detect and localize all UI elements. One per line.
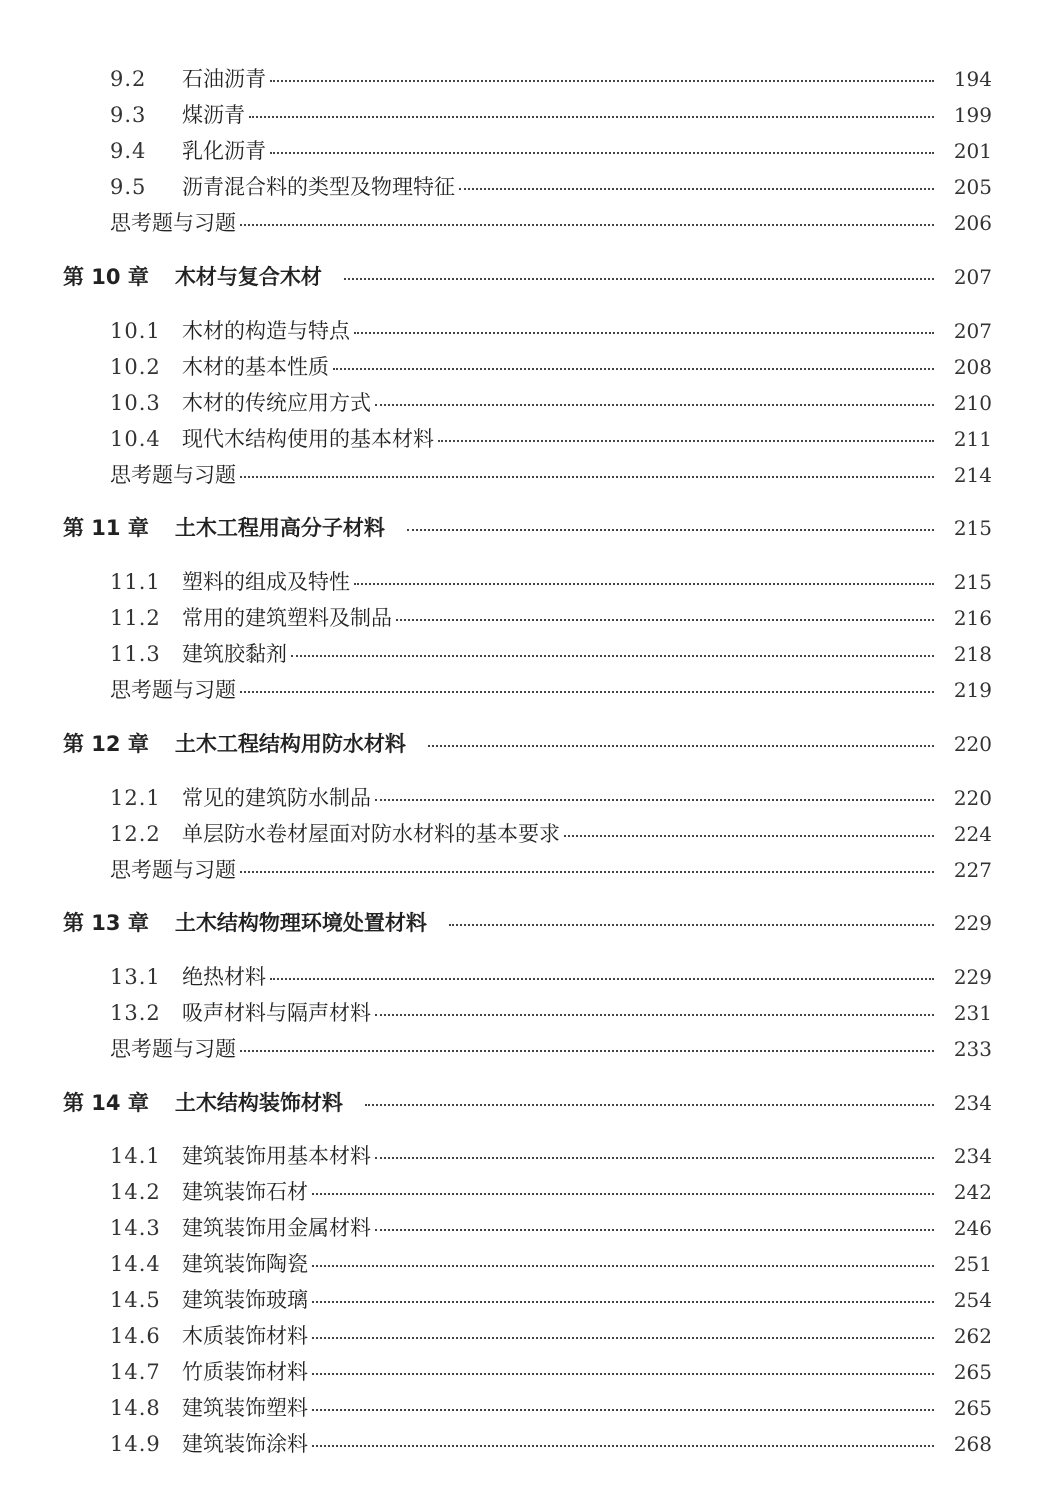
page-number: 234 (953, 1091, 992, 1115)
toc-review-row[interactable] (0, 206, 1044, 240)
page-number: 251 (953, 1252, 992, 1276)
page-number: 242 (953, 1180, 992, 1204)
toc-section-row[interactable] (0, 350, 1044, 384)
toc-section-row[interactable] (0, 601, 1044, 635)
chapter-title: 土木工程用高分子材料 (174, 516, 385, 540)
dot-leader (270, 978, 934, 980)
toc-chapter-row[interactable] (0, 727, 1044, 761)
toc-entry-label (0, 1139, 942, 1173)
dot-leader (312, 1193, 934, 1195)
section-title: 木材的构造与特点 (182, 319, 350, 343)
dot-leader (249, 116, 934, 118)
page-number: 233 (953, 1037, 992, 1061)
section-number: 11.2 (110, 606, 161, 630)
toc-section-row[interactable] (0, 422, 1044, 456)
section-title: 常见的建筑防水制品 (182, 786, 371, 810)
toc-entry-label (0, 350, 942, 384)
toc-entry-label (0, 170, 942, 204)
dot-leader (270, 80, 934, 82)
page-number: 224 (953, 822, 992, 846)
section-title: 石油沥青 (182, 67, 266, 91)
dot-leader (240, 691, 934, 693)
page-number: 265 (953, 1360, 992, 1384)
section-number: 14.5 (110, 1288, 161, 1312)
dot-leader (375, 404, 934, 406)
toc-section-row[interactable] (0, 1247, 1044, 1281)
section-title: 常用的建筑塑料及制品 (182, 606, 392, 630)
section-number: 14.6 (110, 1324, 161, 1348)
toc-chapter-row[interactable] (0, 260, 1044, 294)
dot-leader (240, 1050, 934, 1052)
toc-section-row[interactable] (0, 1139, 1044, 1173)
dot-leader (375, 799, 934, 801)
page-number: 254 (953, 1288, 992, 1312)
toc-section-row[interactable] (0, 781, 1044, 815)
section-number: 14.4 (110, 1252, 161, 1276)
toc-section-row[interactable] (0, 817, 1044, 851)
toc-entry-label (0, 673, 942, 707)
toc-entry-label (0, 996, 942, 1030)
dot-leader (333, 368, 934, 370)
toc-entry-label (0, 1175, 942, 1209)
toc-chapter-row[interactable] (0, 511, 1044, 545)
page-number: 205 (953, 175, 992, 199)
section-number: 9.2 (110, 67, 147, 91)
page-number: 219 (953, 678, 992, 702)
section-number: 10.3 (110, 391, 161, 415)
chapter-number: 第 13 章 (63, 911, 149, 935)
section-title: 建筑胶黏剂 (182, 642, 287, 666)
section-number: 14.2 (110, 1180, 161, 1204)
section-title: 思考题与习题 (110, 678, 236, 702)
page-number: 207 (953, 265, 992, 289)
toc-section-row[interactable] (0, 98, 1044, 132)
toc-entry-label (0, 1211, 942, 1245)
toc-entry-label (0, 260, 942, 294)
toc-section-row[interactable] (0, 1211, 1044, 1245)
toc-entry-label (0, 565, 942, 599)
dot-leader (312, 1445, 934, 1447)
section-title: 建筑装饰涂料 (182, 1432, 308, 1456)
dot-leader (312, 1265, 934, 1267)
toc-entry-label (0, 1086, 942, 1120)
dot-leader (270, 152, 934, 154)
toc-entry-label (0, 781, 942, 815)
dot-leader (449, 924, 934, 926)
page-number: 199 (953, 103, 992, 127)
dot-leader (312, 1337, 934, 1339)
section-title: 单层防水卷材屋面对防水材料的基本要求 (182, 822, 560, 846)
dot-leader (291, 655, 934, 657)
section-title: 建筑装饰玻璃 (182, 1288, 308, 1312)
section-title: 思考题与习题 (110, 858, 236, 882)
page-number: 265 (953, 1396, 992, 1420)
toc-review-row[interactable] (0, 673, 1044, 707)
toc-entry-label (0, 906, 942, 940)
page-number: 231 (953, 1001, 992, 1025)
page-number: 210 (953, 391, 992, 415)
chapter-title: 木材与复合木材 (174, 265, 322, 289)
section-title: 思考题与习题 (110, 1037, 236, 1061)
toc-entry-label (0, 727, 942, 761)
toc-section-row[interactable] (0, 62, 1044, 96)
page-number: 214 (953, 463, 992, 487)
section-title: 建筑装饰陶瓷 (182, 1252, 308, 1276)
section-number: 9.3 (110, 103, 147, 127)
toc-section-row[interactable] (0, 1175, 1044, 1209)
toc-chapter-row[interactable] (0, 906, 1044, 940)
toc-review-row[interactable] (0, 1032, 1044, 1066)
page-number: 227 (953, 858, 992, 882)
section-number: 14.3 (110, 1216, 161, 1240)
section-number: 9.5 (110, 175, 147, 199)
toc-entry-label (0, 601, 942, 635)
page-number: 229 (953, 911, 992, 935)
page-number: 234 (953, 1144, 992, 1168)
toc-section-row[interactable] (0, 314, 1044, 348)
page-number: 262 (953, 1324, 992, 1348)
dot-leader (312, 1301, 934, 1303)
page-number: 268 (953, 1432, 992, 1456)
page-number: 208 (953, 355, 992, 379)
toc-review-row[interactable] (0, 853, 1044, 887)
page-number: 211 (953, 427, 992, 451)
section-title: 建筑装饰用金属材料 (182, 1216, 371, 1240)
toc-section-row[interactable] (0, 386, 1044, 420)
toc-entry-label (0, 422, 942, 456)
section-number: 9.4 (110, 139, 147, 163)
page-number: 194 (953, 67, 992, 91)
toc-entry-label (0, 134, 942, 168)
section-title: 沥青混合料的类型及物理特征 (182, 175, 455, 199)
toc-section-row[interactable] (0, 1319, 1044, 1353)
toc-entry-label (0, 62, 942, 96)
toc-section-row[interactable] (0, 637, 1044, 671)
dot-leader (240, 871, 934, 873)
dot-leader (459, 188, 934, 190)
toc-section-row[interactable] (0, 996, 1044, 1030)
toc-review-row[interactable] (0, 458, 1044, 492)
page-number: 206 (953, 211, 992, 235)
section-title: 建筑装饰石材 (182, 1180, 308, 1204)
toc-entry-label (0, 458, 942, 492)
dot-leader (375, 1014, 934, 1016)
toc-section-row[interactable] (0, 1355, 1044, 1389)
section-number: 10.4 (110, 427, 161, 451)
section-number: 13.2 (110, 1001, 161, 1025)
dot-leader (396, 619, 934, 621)
page-number: 229 (953, 965, 992, 989)
toc-entry-label (0, 386, 942, 420)
dot-leader (240, 224, 934, 226)
dot-leader (375, 1229, 934, 1231)
toc-entry-label (0, 1391, 942, 1425)
toc-section-row[interactable] (0, 565, 1044, 599)
chapter-title: 土木结构装饰材料 (174, 1091, 343, 1115)
dot-leader (365, 1104, 934, 1106)
toc-entry-label (0, 1427, 942, 1461)
toc-section-row[interactable] (0, 1391, 1044, 1425)
page-number: 201 (953, 139, 992, 163)
dot-leader (312, 1373, 934, 1375)
chapter-title: 土木工程结构用防水材料 (174, 732, 406, 756)
chapter-number: 第 10 章 (63, 265, 149, 289)
page-number: 220 (953, 732, 992, 756)
page-number: 207 (953, 319, 992, 343)
toc-entry-label (0, 206, 942, 240)
toc-entry-label (0, 1355, 942, 1389)
dot-leader (354, 583, 934, 585)
chapter-number: 第 11 章 (63, 516, 149, 540)
chapter-number: 第 14 章 (63, 1091, 149, 1115)
section-number: 12.2 (110, 822, 161, 846)
toc-entry-label (0, 1283, 942, 1317)
section-title: 木材的基本性质 (182, 355, 329, 379)
toc-entry-label (0, 511, 942, 545)
section-title: 塑料的组成及特性 (182, 570, 350, 594)
section-number: 14.1 (110, 1144, 161, 1168)
section-title: 现代木结构使用的基本材料 (182, 427, 434, 451)
section-title: 建筑装饰用基本材料 (182, 1144, 371, 1168)
page-number: 215 (953, 570, 992, 594)
section-number: 11.3 (110, 642, 161, 666)
dot-leader (312, 1409, 934, 1411)
section-number: 10.2 (110, 355, 161, 379)
toc-entry-label (0, 98, 942, 132)
section-title: 吸声材料与隔声材料 (182, 1001, 371, 1025)
toc-chapter-row[interactable] (0, 1086, 1044, 1120)
section-number: 14.7 (110, 1360, 161, 1384)
toc-entry-label (0, 960, 942, 994)
section-title: 煤沥青 (182, 103, 245, 127)
dot-leader (564, 835, 934, 837)
toc-entry-label (0, 853, 942, 887)
page-number: 215 (953, 516, 992, 540)
page-number: 246 (953, 1216, 992, 1240)
toc-section-row[interactable] (0, 1427, 1044, 1461)
chapter-title: 土木结构物理环境处置材料 (174, 911, 427, 935)
section-number: 10.1 (110, 319, 161, 343)
dot-leader (240, 476, 934, 478)
page-number: 218 (953, 642, 992, 666)
section-title: 思考题与习题 (110, 463, 236, 487)
toc-entry-label (0, 314, 942, 348)
section-title: 木质装饰材料 (182, 1324, 308, 1348)
section-number: 14.8 (110, 1396, 161, 1420)
toc-section-row[interactable] (0, 134, 1044, 168)
toc-entry-label (0, 1032, 942, 1066)
toc-entry-label (0, 1247, 942, 1281)
page-number: 220 (953, 786, 992, 810)
dot-leader (428, 745, 934, 747)
toc-section-row[interactable] (0, 960, 1044, 994)
section-number: 12.1 (110, 786, 161, 810)
section-title: 绝热材料 (182, 965, 266, 989)
chapter-number: 第 12 章 (63, 732, 149, 756)
toc-section-row[interactable] (0, 1283, 1044, 1317)
section-title: 木材的传统应用方式 (182, 391, 371, 415)
dot-leader (407, 529, 934, 531)
section-number: 14.9 (110, 1432, 161, 1456)
dot-leader (438, 440, 934, 442)
section-title: 建筑装饰塑料 (182, 1396, 308, 1420)
toc-section-row[interactable] (0, 170, 1044, 204)
dot-leader (344, 278, 934, 280)
dot-leader (375, 1157, 934, 1159)
section-title: 竹质装饰材料 (182, 1360, 308, 1384)
toc-entry-label (0, 817, 942, 851)
toc-entry-label (0, 1319, 942, 1353)
section-title: 思考题与习题 (110, 211, 236, 235)
section-number: 13.1 (110, 965, 161, 989)
toc-entry-label (0, 637, 942, 671)
section-title: 乳化沥青 (182, 139, 266, 163)
dot-leader (354, 332, 934, 334)
page-number: 216 (953, 606, 992, 630)
section-number: 11.1 (110, 570, 161, 594)
